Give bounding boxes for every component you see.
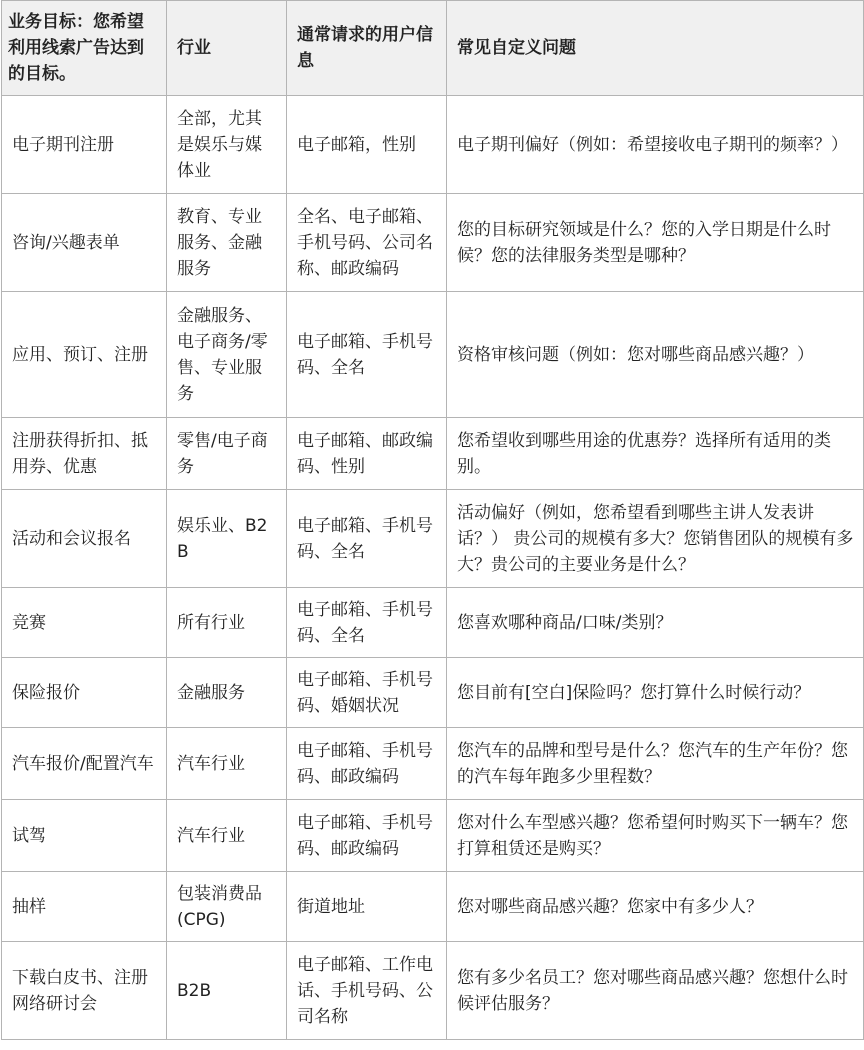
table-header [2,1,864,96]
cell-questions: 您汽车的品牌和型号是什么？您汽车的生产年份？您的汽车每年跑多少里程数？ [447,728,864,800]
cell-questions: 您喜欢哪种商品/口味/类别？ [447,588,864,658]
cell-questions: 您目前有[空白]保险吗？您打算什么时候行动？ [447,658,864,728]
cell-goal: 咨询/兴趣表单 [2,194,167,292]
cell-questions: 活动偏好（例如，您希望看到哪些主讲人发表讲话？） 贵公司的规模有多大？您销售团队的规模有多大？贵公司的主要业务是什么？ [447,490,864,588]
header-business-goal: 业务目标：您希望利用线索广告达到的目标。 [2,1,167,96]
header-row [2,1,864,96]
table-row [2,96,864,194]
cell-questions: 资格审核问题（例如：您对哪些商品感兴趣？） [447,292,864,418]
cell-goal: 活动和会议报名 [2,490,167,588]
table-row [2,942,864,1040]
cell-industry: 教育、专业服务、金融服务 [167,194,287,292]
cell-user-info: 全名、电子邮箱、手机号码、公司名称、邮政编码 [287,194,447,292]
table-row [2,292,864,418]
cell-industry: 金融服务 [167,658,287,728]
cell-user-info: 电子邮箱、手机号码、邮政编码 [287,800,447,872]
cell-user-info: 电子邮箱、手机号码、婚姻状况 [287,658,447,728]
table-body [2,96,864,1040]
table-row [2,872,864,942]
cell-user-info: 电子邮箱、邮政编码、性别 [287,418,447,490]
cell-goal: 注册获得折扣、抵用券、优惠 [2,418,167,490]
cell-industry: 金融服务、电子商务/零售、专业服务 [167,292,287,418]
lead-ads-goals-table [1,0,864,1040]
cell-user-info: 电子邮箱、手机号码、邮政编码 [287,728,447,800]
cell-goal: 抽样 [2,872,167,942]
cell-questions: 您希望收到哪些用途的优惠券？选择所有适用的类别。 [447,418,864,490]
cell-questions: 您对哪些商品感兴趣？您家中有多少人？ [447,872,864,942]
cell-industry: 全部，尤其是娱乐与媒体业 [167,96,287,194]
cell-goal: 电子期刊注册 [2,96,167,194]
cell-questions: 您的目标研究领域是什么？您的入学日期是什么时候？您的法律服务类型是哪种？ [447,194,864,292]
cell-industry: 娱乐业、B2B [167,490,287,588]
header-industry: 行业 [167,1,287,96]
table-row [2,658,864,728]
header-custom-questions: 常见自定义问题 [447,1,864,96]
table-row [2,588,864,658]
cell-questions: 您有多少名员工？您对哪些商品感兴趣？您想什么时候评估服务？ [447,942,864,1040]
cell-user-info: 电子邮箱、手机号码、全名 [287,588,447,658]
cell-user-info: 电子邮箱、工作电话、手机号码、公司名称 [287,942,447,1040]
cell-user-info: 电子邮箱，性别 [287,96,447,194]
header-user-info: 通常请求的用户信息 [287,1,447,96]
cell-goal: 汽车报价/配置汽车 [2,728,167,800]
cell-questions: 您对什么车型感兴趣？您希望何时购买下一辆车？您打算租赁还是购买？ [447,800,864,872]
table-row [2,418,864,490]
cell-goal: 试驾 [2,800,167,872]
cell-industry: B2B [167,942,287,1040]
cell-industry: 汽车行业 [167,800,287,872]
cell-user-info: 电子邮箱、手机号码、全名 [287,292,447,418]
cell-questions: 电子期刊偏好（例如：希望接收电子期刊的频率？） [447,96,864,194]
cell-user-info: 电子邮箱、手机号码、全名 [287,490,447,588]
cell-industry: 包装消费品(CPG) [167,872,287,942]
cell-industry: 零售/电子商务 [167,418,287,490]
cell-industry: 汽车行业 [167,728,287,800]
table-row [2,800,864,872]
table-row [2,490,864,588]
cell-goal: 下载白皮书、注册网络研讨会 [2,942,167,1040]
table-row [2,194,864,292]
cell-goal: 保险报价 [2,658,167,728]
cell-industry: 所有行业 [167,588,287,658]
cell-user-info: 街道地址 [287,872,447,942]
cell-goal: 应用、预订、注册 [2,292,167,418]
cell-goal: 竞赛 [2,588,167,658]
table-row [2,728,864,800]
